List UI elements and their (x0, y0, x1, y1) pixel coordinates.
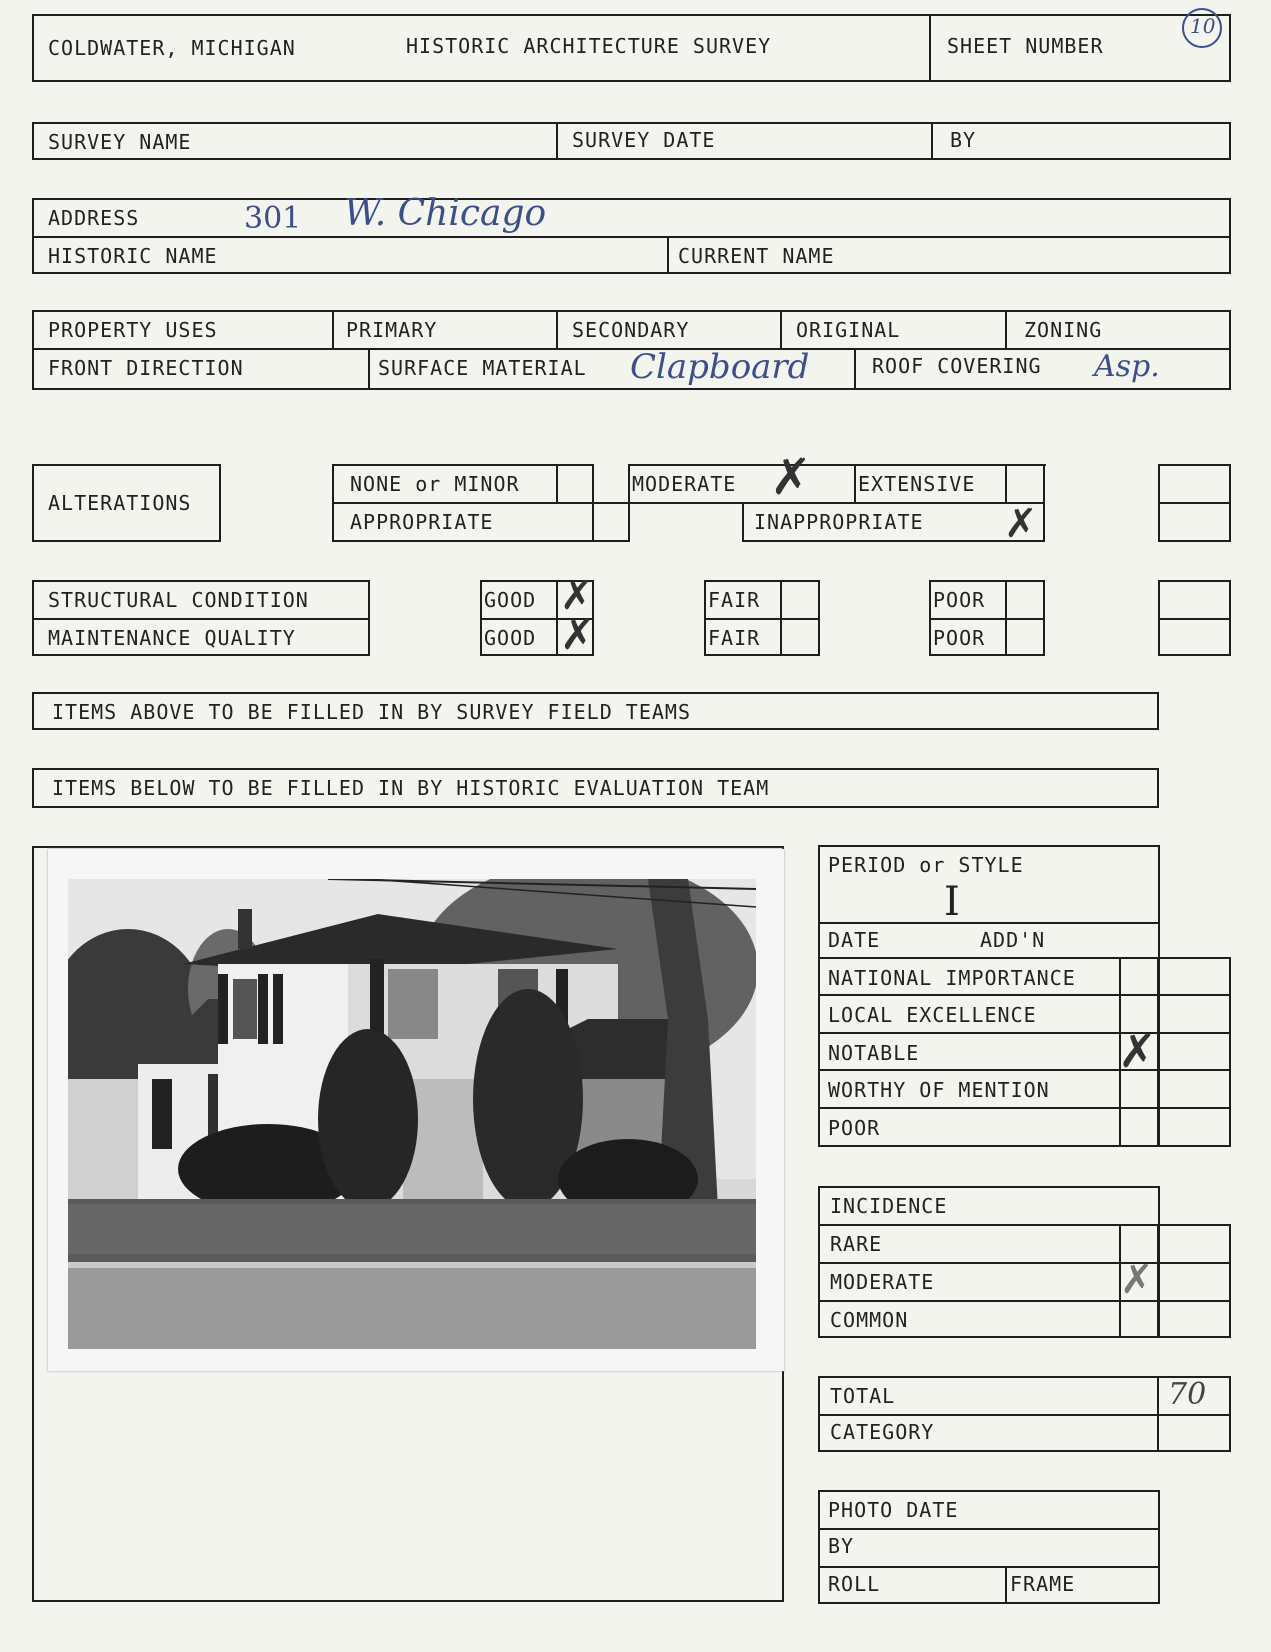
structural-condition-label: STRUCTURAL CONDITION (48, 588, 309, 612)
survey-date-label: SURVEY DATE (572, 128, 716, 152)
alterations-score-mid (1158, 502, 1231, 504)
appropriate-label: APPROPRIATE (350, 510, 494, 534)
category-label: CATEGORY (830, 1420, 935, 1444)
maintenance-fair-label: FAIR (708, 626, 761, 650)
field-note-top (32, 692, 1159, 694)
incidence-row-line-1 (818, 1224, 1231, 1226)
photo-info-line-1 (818, 1528, 1160, 1530)
eval-note-bottom (32, 806, 1159, 808)
uses-div1 (332, 310, 334, 348)
poor-box-mid (929, 618, 1045, 620)
property-right (1229, 310, 1231, 390)
national-importance-label: NATIONAL IMPORTANCE (828, 966, 1076, 990)
address-mid (32, 236, 1231, 238)
moderate-check[interactable]: ✗ (770, 448, 812, 506)
rare-label: RARE (830, 1232, 883, 1256)
poor-importance-label: POOR (828, 1116, 881, 1140)
survey-row-left (32, 122, 34, 160)
surface-material-label: SURFACE MATERIAL (378, 356, 587, 380)
structural-poor-label: POOR (933, 588, 986, 612)
addn-label: ADD'N (980, 928, 1046, 952)
local-excellence-label: LOCAL EXCELLENCE (828, 1003, 1037, 1027)
historic-current-div (667, 236, 669, 274)
secondary-label: SECONDARY (572, 318, 690, 342)
condition-label-mid (32, 618, 370, 620)
city-label: COLDWATER, MICHIGAN (48, 36, 296, 60)
maintenance-good-label: GOOD (484, 626, 537, 650)
uses-div3 (780, 310, 782, 348)
incidence-col-divider (1157, 1224, 1159, 1338)
importance-col-divider (1157, 957, 1159, 1147)
original-label: ORIGINAL (796, 318, 901, 342)
structural-good-label: GOOD (484, 588, 537, 612)
field-note-bottom (32, 728, 1159, 730)
importance-row-line-5 (818, 1107, 1231, 1109)
condition-score-mid (1158, 618, 1231, 620)
property-top (32, 310, 1231, 312)
structural-fair-label: FAIR (708, 588, 761, 612)
field-note-right (1157, 692, 1159, 730)
frame-label: FRAME (1010, 1572, 1076, 1596)
incidence-label: INCIDENCE (830, 1194, 948, 1218)
survey-row-top (32, 122, 1231, 124)
survey-row-div2 (931, 122, 933, 160)
common-label: COMMON (830, 1308, 909, 1332)
address-number[interactable]: 301 (244, 201, 302, 236)
address-right (1229, 198, 1231, 274)
sheet-number-label: SHEET NUMBER (947, 34, 1104, 58)
fair-check-div (780, 580, 782, 656)
alterations-label: ALTERATIONS (48, 491, 192, 515)
moderate-box-top (628, 464, 1046, 466)
incidence-row-line-3 (818, 1300, 1231, 1302)
moderate-label: MODERATE (632, 472, 737, 496)
notable-check[interactable]: ✗ (1118, 1024, 1157, 1078)
eval-note-left (32, 768, 34, 808)
total-mid (818, 1414, 1231, 1416)
survey-by-label: BY (950, 128, 977, 152)
survey-title: HISTORIC ARCHITECTURE SURVEY (406, 34, 772, 58)
extensive-check-div (1005, 464, 1007, 504)
survey-name-label: SURVEY NAME (48, 130, 192, 154)
total-col-divider (1157, 1376, 1159, 1452)
property-left (32, 310, 34, 390)
eval-note-top (32, 768, 1159, 770)
address-left (32, 198, 34, 274)
maintenance-good-check[interactable]: ✗ (560, 610, 596, 659)
inappropriate-label: INAPPROPRIATE (754, 510, 924, 534)
worthy-of-mention-label: WORTHY OF MENTION (828, 1078, 1050, 1102)
photo-by-label: BY (828, 1534, 855, 1558)
total-label: TOTAL (830, 1384, 896, 1408)
address-bottom (32, 272, 1231, 274)
current-name-label: CURRENT NAME (678, 244, 835, 268)
period-date-line (818, 922, 1160, 924)
property-photo (68, 879, 756, 1349)
importance-row-line-2 (818, 994, 1231, 996)
property-uses-label: PROPERTY USES (48, 318, 218, 342)
property-photo-mount (48, 849, 784, 1371)
extensive-label: EXTENSIVE (858, 472, 976, 496)
none-minor-check-div (556, 464, 558, 504)
historic-name-label: HISTORIC NAME (48, 244, 218, 268)
survey-row-right (1229, 122, 1231, 160)
photo-info-line-2 (818, 1566, 1160, 1568)
roof-covering-value[interactable]: Asp. (1094, 349, 1160, 384)
photo-date-label: PHOTO DATE (828, 1498, 959, 1522)
front-div2 (854, 348, 856, 390)
uses-div4 (1005, 310, 1007, 348)
house-photo-illustration (68, 879, 756, 1349)
moderate-incidence-label: MODERATE (830, 1270, 935, 1294)
roof-covering-label: ROOF COVERING (872, 354, 1042, 378)
roll-frame-divider (1005, 1566, 1007, 1604)
period-style-label: PERIOD or STYLE (828, 853, 1024, 877)
eval-note-right (1157, 768, 1159, 808)
primary-label: PRIMARY (346, 318, 438, 342)
fair-box-mid (704, 618, 820, 620)
poor-check-div (1005, 580, 1007, 656)
surface-material-value[interactable]: Clapboard (630, 347, 810, 387)
sheet-number-value[interactable]: 10 (1190, 14, 1216, 38)
date-label: DATE (828, 928, 881, 952)
total-value[interactable]: 70 (1168, 1377, 1207, 1412)
appropriate-check-div (592, 502, 594, 542)
incidence-row-line-2 (818, 1262, 1231, 1264)
inappropriate-check[interactable]: ✗ (1004, 501, 1038, 547)
address-street[interactable]: W. Chicago (344, 193, 547, 234)
maintenance-poor-label: POOR (933, 626, 986, 650)
period-style-value[interactable]: I (944, 879, 960, 925)
evaluation-team-note: ITEMS BELOW TO BE FILLED IN BY HISTORIC EVALUATION TEAM (52, 776, 770, 800)
roll-label: ROLL (828, 1572, 881, 1596)
moderate-incidence-check[interactable]: ✗ (1120, 1257, 1154, 1303)
zoning-label: ZONING (1024, 318, 1103, 342)
address-label: ADDRESS (48, 206, 140, 230)
importance-row-line-3 (818, 1032, 1231, 1034)
property-bottom (32, 388, 1231, 390)
importance-row-line-1 (818, 957, 1231, 959)
address-top (32, 198, 1231, 200)
maintenance-quality-label: MAINTENANCE QUALITY (48, 626, 296, 650)
importance-row-line-4 (818, 1069, 1231, 1071)
front-div1 (368, 348, 370, 390)
moderate-check-div (854, 464, 856, 504)
header-divider (929, 14, 931, 82)
none-minor-label: NONE or MINOR (350, 472, 520, 496)
notable-label: NOTABLE (828, 1041, 920, 1065)
field-note-left (32, 692, 34, 730)
survey-row-div1 (556, 122, 558, 160)
front-direction-label: FRONT DIRECTION (48, 356, 244, 380)
uses-div2 (556, 310, 558, 348)
field-teams-note: ITEMS ABOVE TO BE FILLED IN BY SURVEY FIELD TEAMS (52, 700, 692, 724)
good-check-div (556, 580, 558, 656)
survey-row-bottom (32, 158, 1231, 160)
structural-good-check[interactable]: ✗ (560, 573, 594, 619)
